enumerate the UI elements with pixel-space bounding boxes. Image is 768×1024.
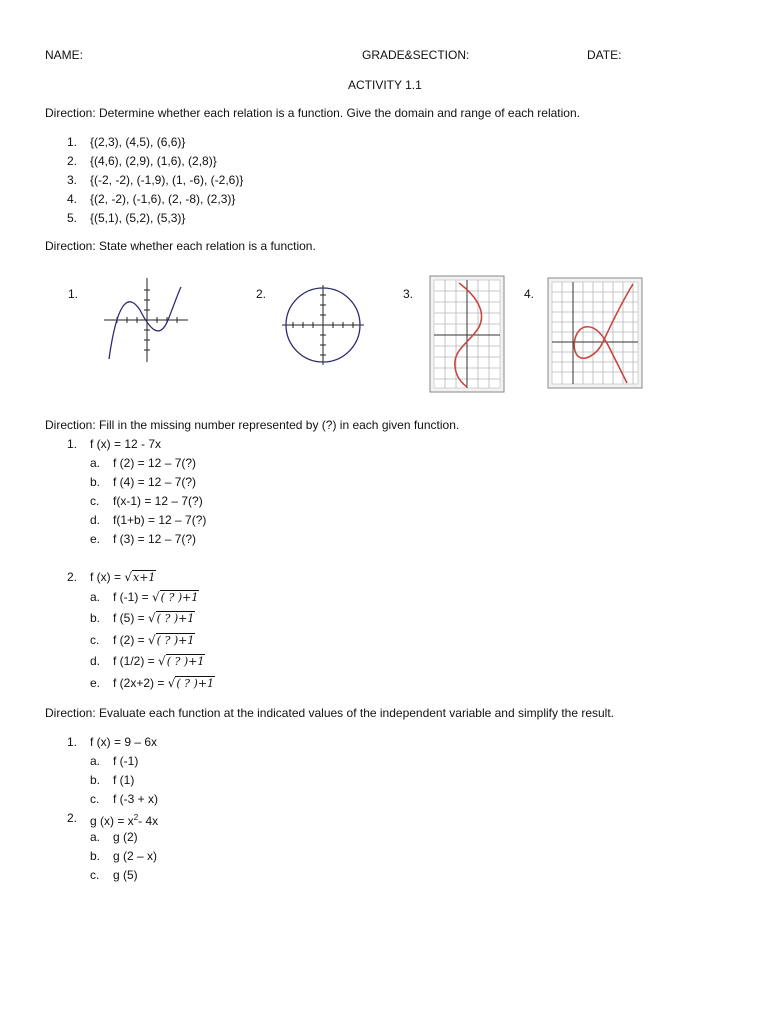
list-item: b. f (4) = 12 – 7(?): [90, 475, 197, 489]
grade-section-label: GRADE&SECTION:: [362, 48, 470, 62]
section4-direction: Direction: Evaluate each function at the indicated values of the independent variable and simplify the result.: [45, 706, 615, 720]
section2-direction: Direction: State whether each relation is a function.: [45, 239, 316, 253]
list-item: 3. {(-2, -2), (-1,9), (1, -6), (-2,6)}: [66, 173, 244, 187]
radical-expression: √x+1: [124, 570, 156, 584]
list-item: c. f(x-1) = 12 – 7(?): [90, 494, 203, 508]
graph1-cubic: [100, 275, 192, 365]
list-item: b. f (5) = √( ? )+1: [90, 611, 195, 625]
graph3-s-curve: [429, 275, 505, 393]
list-item: 4. {(2, -2), (-1,6), (2, -8), (2,3)}: [66, 192, 236, 206]
list-item: c. f (-3 + x): [90, 792, 159, 806]
graph2-circle: [280, 283, 366, 367]
list-item: a. f (-1) = √( ? )+1: [90, 590, 199, 604]
list-item: a. g (2): [90, 830, 138, 844]
activity-title: ACTIVITY 1.1: [348, 78, 422, 92]
graph1-label: 1.: [68, 287, 79, 301]
radical-expression: √( ? )+1: [148, 633, 195, 647]
list-item: b. f (1): [90, 773, 135, 787]
list-item: d. f(1+b) = 12 – 7(?): [90, 513, 207, 527]
problem-heading: 1. f (x) = 12 - 7x: [66, 437, 162, 451]
list-item: d. f (1/2) = √( ? )+1: [90, 654, 205, 668]
problem-heading: 2. f (x) = √x+1: [66, 570, 156, 584]
list-item: a. f (-1): [90, 754, 139, 768]
date-label: DATE:: [587, 48, 622, 62]
list-item: 1. {(2,3), (4,5), (6,6)}: [66, 135, 186, 149]
list-item: c. f (2) = √( ? )+1: [90, 633, 195, 647]
list-item: b. g (2 – x): [90, 849, 158, 863]
section1-direction: Direction: Determine whether each relation is a function. Give the domain and range of each relation.: [45, 106, 580, 120]
graph4-loop-curve: [547, 277, 643, 389]
radical-expression: √( ? )+1: [167, 676, 215, 690]
graph3-label: 3.: [403, 287, 414, 301]
graph2-label: 2.: [256, 287, 267, 301]
name-label: NAME:: [45, 48, 84, 62]
list-item: c. g (5): [90, 868, 138, 882]
problem-heading: 2. g $(x) = x^2-$ 4x: [66, 811, 159, 828]
list-item: 2. {(4,6), (2,9), (1,6), (2,8)}: [66, 154, 217, 168]
graph4-label: 4.: [524, 287, 535, 301]
radical-expression: √( ? )+1: [148, 611, 195, 625]
radical-expression: √( ? )+1: [158, 654, 205, 668]
list-item: a. f (2) = 12 – 7(?): [90, 456, 197, 470]
radical-expression: √( ? )+1: [152, 590, 199, 604]
list-item: 5. {(5,1), (5,2), (5,3)}: [66, 211, 186, 225]
list-item: e. f (2x+2) = √( ? )+1: [90, 676, 215, 690]
problem-heading: 1. f (x) = 9 – 6x: [66, 735, 158, 749]
list-item: e. f (3) = 12 – 7(?): [90, 532, 197, 546]
section3-direction: Direction: Fill in the missing number represented by (?) in each given function.: [45, 418, 460, 432]
cubic-curve: [109, 287, 181, 359]
